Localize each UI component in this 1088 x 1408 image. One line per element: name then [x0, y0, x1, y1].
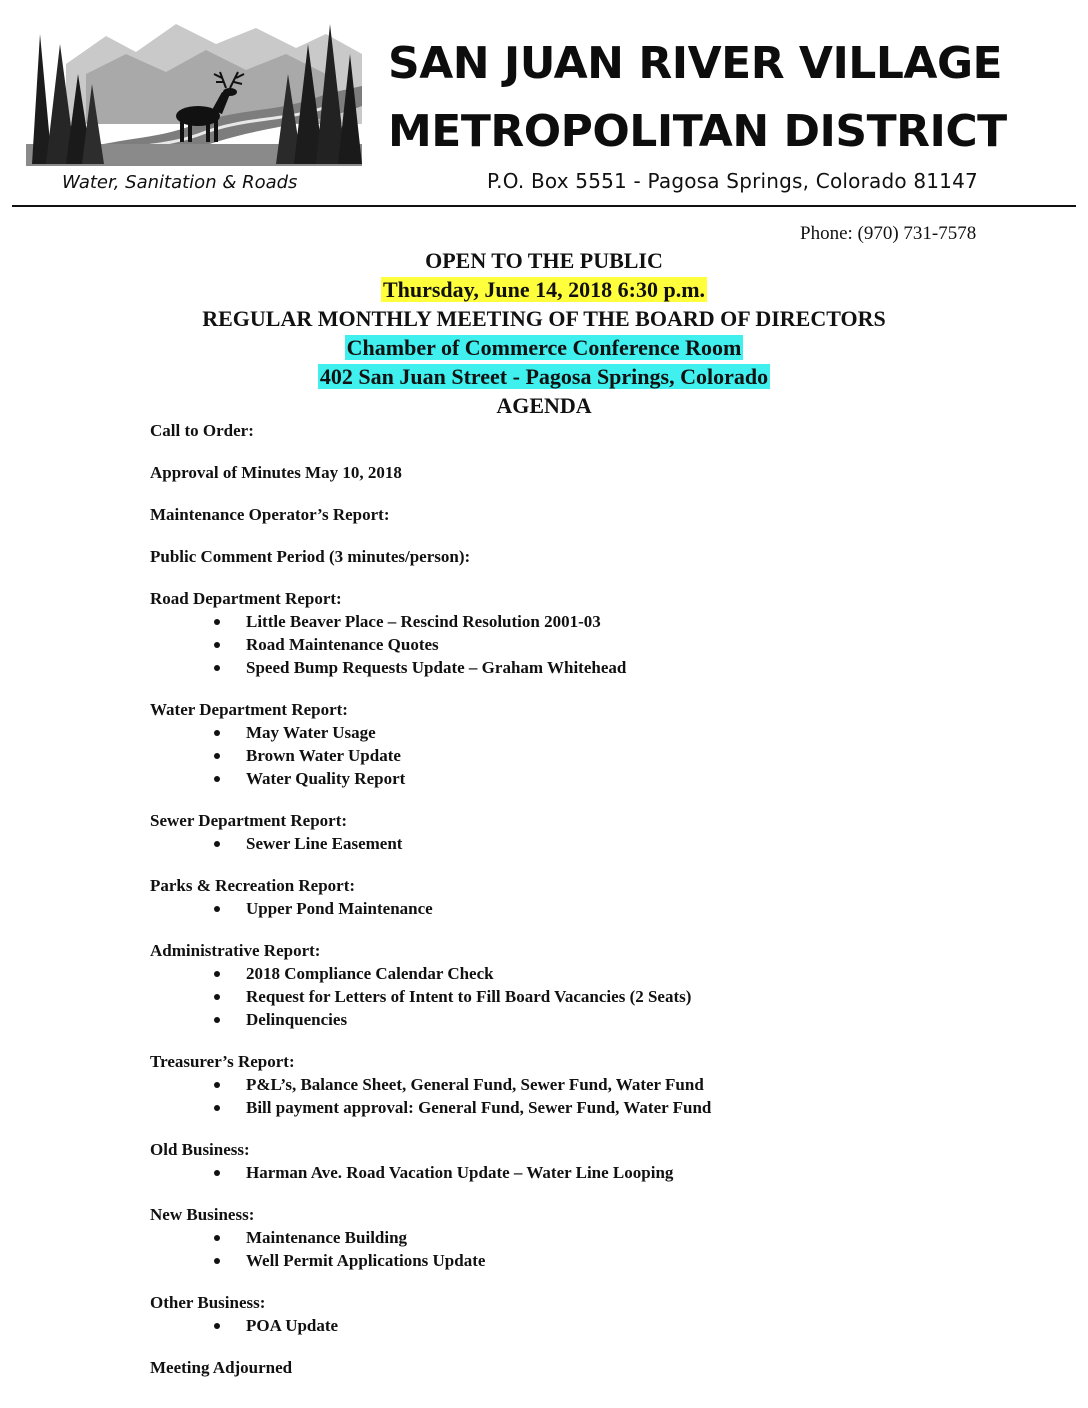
agenda-section-heading: Public Comment Period (3 minutes/person):	[150, 547, 471, 566]
bullet-icon	[214, 994, 220, 1000]
agenda-bullet-text: Bill payment approval: General Fund, Sewer Fund, Water Fund	[246, 1098, 712, 1117]
agenda-bullet-list	[150, 1314, 1030, 1337]
agenda-bullet-list	[150, 962, 1030, 1031]
agenda-section-heading: Parks & Recreation Report:	[150, 876, 356, 895]
mountain-elk-landscape-icon	[26, 14, 362, 166]
mailing-address: P.O. Box 5551 - Pagosa Springs, Colorado 81147	[487, 169, 978, 193]
agenda-section	[150, 1357, 1030, 1379]
agenda-section	[150, 1204, 1030, 1272]
agenda-bullet-text: POA Update	[246, 1316, 339, 1335]
agenda-section	[150, 875, 1030, 920]
agenda-section-heading: New Business:	[150, 1205, 255, 1224]
agenda-section	[150, 546, 1030, 568]
agenda-section	[150, 420, 1030, 442]
agenda-section	[150, 1139, 1030, 1184]
agenda-section-heading: Road Department Report:	[150, 589, 342, 608]
agenda-section-heading: Approval of Minutes May 10, 2018	[150, 463, 402, 482]
open-to-public-heading: OPEN TO THE PUBLIC	[425, 248, 663, 273]
agenda-bullet-list	[150, 1161, 1030, 1184]
agenda-bullet-text: 2018 Compliance Calendar Check	[246, 964, 494, 983]
agenda-bullet-text: Request for Letters of Intent to Fill Board Vacancies (2 Seats)	[246, 987, 692, 1006]
bullet-icon	[214, 642, 220, 648]
agenda-list	[150, 420, 1030, 1399]
bullet-icon	[214, 619, 220, 625]
agenda-section-heading: Maintenance Operator’s Report:	[150, 505, 390, 524]
agenda-section	[150, 504, 1030, 526]
agenda-bullet-item	[150, 633, 1030, 656]
bullet-icon	[214, 1258, 220, 1264]
bullet-icon	[214, 1323, 220, 1329]
meeting-notice	[0, 246, 1088, 420]
bullet-icon	[214, 1082, 220, 1088]
agenda-section-heading: Water Department Report:	[150, 700, 348, 719]
agenda-bullet-text: May Water Usage	[246, 723, 376, 742]
agenda-section-heading: Old Business:	[150, 1140, 250, 1159]
agenda-bullet-list	[150, 897, 1030, 920]
agenda-bullet-item	[150, 1249, 1030, 1272]
agenda-bullet-text: Delinquencies	[246, 1010, 348, 1029]
meeting-title: REGULAR MONTHLY MEETING OF THE BOARD OF DIRECTORS	[202, 306, 886, 331]
agenda-bullet-text: Little Beaver Place – Rescind Resolution 2001-03	[246, 612, 601, 631]
agenda-section	[150, 940, 1030, 1031]
agenda-bullet-text: Road Maintenance Quotes	[246, 635, 439, 654]
agenda-section	[150, 810, 1030, 855]
agenda-bullet-item	[150, 1008, 1030, 1031]
bullet-icon	[214, 730, 220, 736]
agenda-bullet-item	[150, 1096, 1030, 1119]
agenda-bullet-list	[150, 832, 1030, 855]
agenda-bullet-text: Speed Bump Requests Update – Graham Whitehead	[246, 658, 627, 677]
agenda-section	[150, 1292, 1030, 1337]
agenda-bullet-list	[150, 1073, 1030, 1119]
agenda-bullet-list	[150, 610, 1030, 679]
meeting-date-time: Thursday, June 14, 2018 6:30 p.m.	[382, 277, 706, 302]
bullet-icon	[214, 1017, 220, 1023]
agenda-section	[150, 588, 1030, 679]
agenda-section-heading: Meeting Adjourned	[150, 1358, 293, 1377]
agenda-bullet-text: Harman Ave. Road Vacation Update – Water Line Looping	[246, 1163, 674, 1182]
bullet-icon	[214, 665, 220, 671]
meeting-room: Chamber of Commerce Conference Room	[346, 335, 742, 360]
agenda-bullet-item	[150, 1073, 1030, 1096]
agenda-bullet-item	[150, 1161, 1030, 1184]
agenda-bullet-item	[150, 610, 1030, 633]
bullet-icon	[214, 1170, 220, 1176]
agenda-bullet-text: Well Permit Applications Update	[246, 1251, 486, 1270]
tagline: Water, Sanitation & Roads	[62, 172, 298, 193]
agenda-section-heading: Treasurer’s Report:	[150, 1052, 295, 1071]
agenda-bullet-item	[150, 656, 1030, 679]
meeting-address: 402 San Juan Street - Pagosa Springs, Colorado	[319, 364, 769, 389]
header-divider	[12, 205, 1076, 207]
agenda-bullet-item	[150, 1314, 1030, 1337]
bullet-icon	[214, 1105, 220, 1111]
agenda-bullet-item	[150, 832, 1030, 855]
agenda-bullet-item	[150, 767, 1030, 790]
agenda-bullet-text: Sewer Line Easement	[246, 834, 403, 853]
agenda-bullet-item	[150, 721, 1030, 744]
agenda-section-heading: Sewer Department Report:	[150, 811, 348, 830]
district-title-line2: METROPOLITAN DISTRICT	[388, 106, 1007, 157]
agenda-bullet-item	[150, 1226, 1030, 1249]
agenda-bullet-text: Upper Pond Maintenance	[246, 899, 433, 918]
agenda-section	[150, 1051, 1030, 1119]
bullet-icon	[214, 753, 220, 759]
agenda-section-heading: Administrative Report:	[150, 941, 321, 960]
bullet-icon	[214, 841, 220, 847]
agenda-bullet-item	[150, 897, 1030, 920]
agenda-section-heading: Other Business:	[150, 1293, 266, 1312]
agenda-bullet-text: Maintenance Building	[246, 1228, 408, 1247]
agenda-bullet-text: Water Quality Report	[246, 769, 406, 788]
district-title-line1: SAN JUAN RIVER VILLAGE	[388, 38, 1003, 89]
agenda-bullet-list	[150, 1226, 1030, 1272]
agenda-heading: AGENDA	[496, 393, 592, 418]
agenda-bullet-item	[150, 962, 1030, 985]
bullet-icon	[214, 906, 220, 912]
agenda-section-heading: Call to Order:	[150, 421, 254, 440]
agenda-section	[150, 699, 1030, 790]
agenda-bullet-item	[150, 744, 1030, 767]
agenda-bullet-text: P&L’s, Balance Sheet, General Fund, Sewer Fund, Water Fund	[246, 1075, 704, 1094]
phone-number: Phone: (970) 731-7578	[800, 223, 977, 244]
agenda-section	[150, 462, 1030, 484]
agenda-bullet-item	[150, 985, 1030, 1008]
agenda-bullet-text: Brown Water Update	[246, 746, 401, 765]
agenda-bullet-list	[150, 721, 1030, 790]
bullet-icon	[214, 1235, 220, 1241]
bullet-icon	[214, 971, 220, 977]
bullet-icon	[214, 776, 220, 782]
